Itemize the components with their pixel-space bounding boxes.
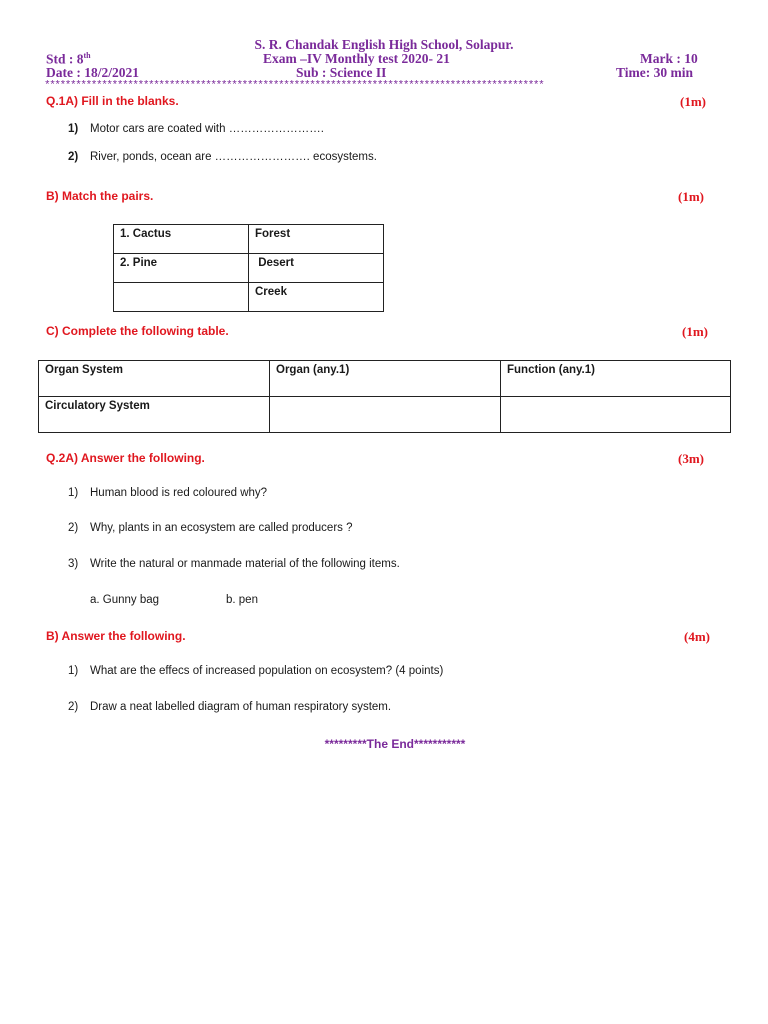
school-name: S. R. Chandak English High School, Solapur. — [254, 37, 514, 52]
q2a-item-1: 1) Human blood is red coloured why? — [68, 487, 268, 499]
table-header-cell: Organ (any.1) — [270, 361, 501, 397]
end-marker: *********The End*********** — [324, 737, 466, 751]
match-cell — [114, 283, 249, 312]
exam-title: Exam –IV Monthly test 2020- 21 — [263, 51, 450, 66]
table-cell — [270, 397, 501, 433]
match-cell: Forest — [249, 225, 384, 254]
match-cell: Creek — [249, 283, 384, 312]
match-cell: 2. Pine — [114, 254, 249, 283]
table-cell: Circulatory System — [39, 397, 270, 433]
table-cell — [501, 397, 731, 433]
q2a-title: Q.2A) Answer the following. — [46, 451, 205, 465]
q2a-sub-a: a. Gunny bag — [90, 594, 160, 606]
match-pairs-table — [113, 224, 384, 312]
q1a-marks: (1m) — [680, 94, 706, 109]
table-header-cell: Function (any.1) — [501, 361, 731, 397]
q2b-item-1: 1) What are the effecs of increased population on ecosystem? (4 points) — [68, 665, 444, 677]
header-divider: ************************************************************************************************ — [44, 80, 544, 92]
exam-date: Date : 18/2/2021 — [46, 65, 139, 80]
q2a-marks: (3m) — [678, 451, 704, 466]
q1a-item-2: 2) River, ponds, ocean are ……………………. ecosystems. — [68, 151, 377, 163]
q1a-title: Q.1A) Fill in the blanks. — [46, 94, 179, 108]
time-limit: Time: 30 min — [616, 65, 693, 80]
organ-system-table — [38, 360, 731, 433]
q1c-marks: (1m) — [682, 324, 708, 339]
q2b-marks: (4m) — [684, 629, 710, 644]
q2a-sub-b: b. pen — [226, 594, 258, 606]
q2a-item-3: 3) Write the natural or manmade material of the following items. — [68, 558, 400, 570]
match-cell: Desert — [249, 254, 384, 283]
match-cell: 1. Cactus — [114, 225, 249, 254]
q1b-marks: (1m) — [678, 189, 704, 204]
q1b-title: B) Match the pairs. — [46, 189, 154, 203]
q1a-item-1: 1) Motor cars are coated with ……………………. — [68, 123, 324, 135]
total-marks: Mark : 10 — [640, 51, 698, 66]
subject: Sub : Science II — [296, 65, 387, 80]
q2b-item-2: 2) Draw a neat labelled diagram of human respiratory system. — [68, 701, 392, 713]
table-header-cell: Organ System — [39, 361, 270, 397]
q2a-item-2: 2) Why, plants in an ecosystem are called producers ? — [68, 522, 353, 534]
q1c-title: C) Complete the following table. — [46, 324, 229, 338]
standard: Std : 8th — [46, 51, 91, 67]
q2b-title: B) Answer the following. — [46, 629, 186, 643]
